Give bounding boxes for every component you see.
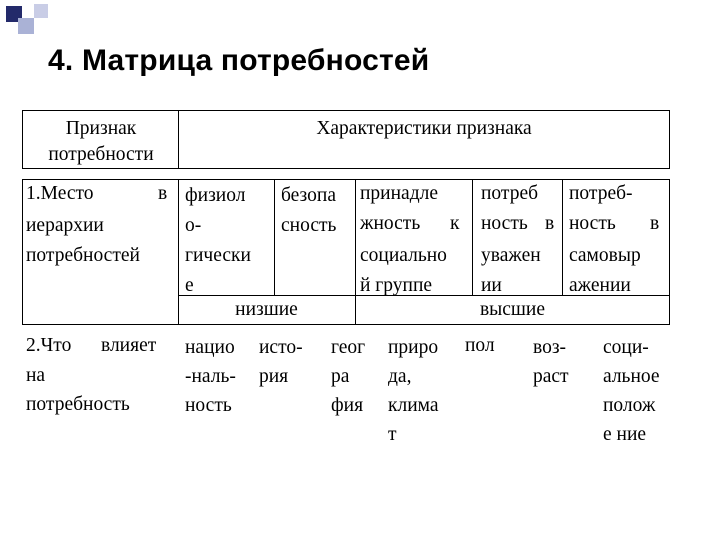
row1-label-rest: иерархии потребностей [26, 215, 140, 266]
header-characteristics-label: Характеристики признака [316, 118, 532, 139]
row1-col-safety: безопа сность [281, 185, 337, 236]
row1-col-selfreal-line1: потреб- [569, 183, 633, 204]
row2-label-rest: на потребность [26, 365, 130, 415]
row1-col-selfreal-line2-right: в [650, 213, 660, 234]
row2-col-geo: геог ра фия [331, 337, 366, 416]
row1-col-belong-line1: принадле [360, 183, 439, 204]
row1-lower: низшие [235, 299, 298, 320]
row2-col-nation: нацио -наль- ность [185, 337, 236, 416]
row2-label-line1-left: 2.Что [26, 335, 72, 356]
row1-col-selfreal-rest: самовыр ажении [569, 245, 641, 296]
row1-col-belong-rest: социально й группе [360, 245, 447, 296]
row1-col-physio: физиол о- гически е [185, 185, 251, 296]
header-divider [178, 110, 179, 169]
header-sign-label: Признак потребности [48, 118, 154, 165]
row1-divider-1 [274, 179, 275, 295]
row1-higher: высшие [479, 299, 546, 320]
row1-label-line1-right: в [158, 183, 168, 204]
row1-col-belong-line2-right: к [450, 213, 460, 234]
row1-col-selfreal-line2-left: ность [569, 213, 616, 234]
row1-col-belong-line2-left: жность [360, 213, 421, 234]
row1-col-respect-rest: уважен ии [481, 245, 541, 296]
page-title: 4. Матрица потребностей [48, 44, 430, 77]
row1-divider-2 [355, 179, 356, 295]
row2-col-sex: пол [465, 335, 495, 356]
row2-col-nature: приро да, клима т [388, 337, 439, 445]
logo-square-mid [34, 4, 48, 18]
row1-col-respect-line2-left: ность [481, 213, 528, 234]
row1-col-respect-line2-right: в [545, 213, 555, 234]
logo-square-light [18, 18, 34, 34]
row2-col-history: исто- рия [259, 337, 303, 387]
row2-label-line1-mid: влияет [101, 335, 157, 356]
row1-col-respect-line1: потреб [481, 183, 539, 204]
row1-divider-3 [472, 179, 473, 295]
row1-label-line1-left: 1.Место [26, 183, 94, 204]
row2-col-social: соци- альное полож е ние [603, 337, 660, 445]
row2-col-age: воз- раст [533, 337, 569, 387]
row1-divider-4 [562, 179, 563, 295]
